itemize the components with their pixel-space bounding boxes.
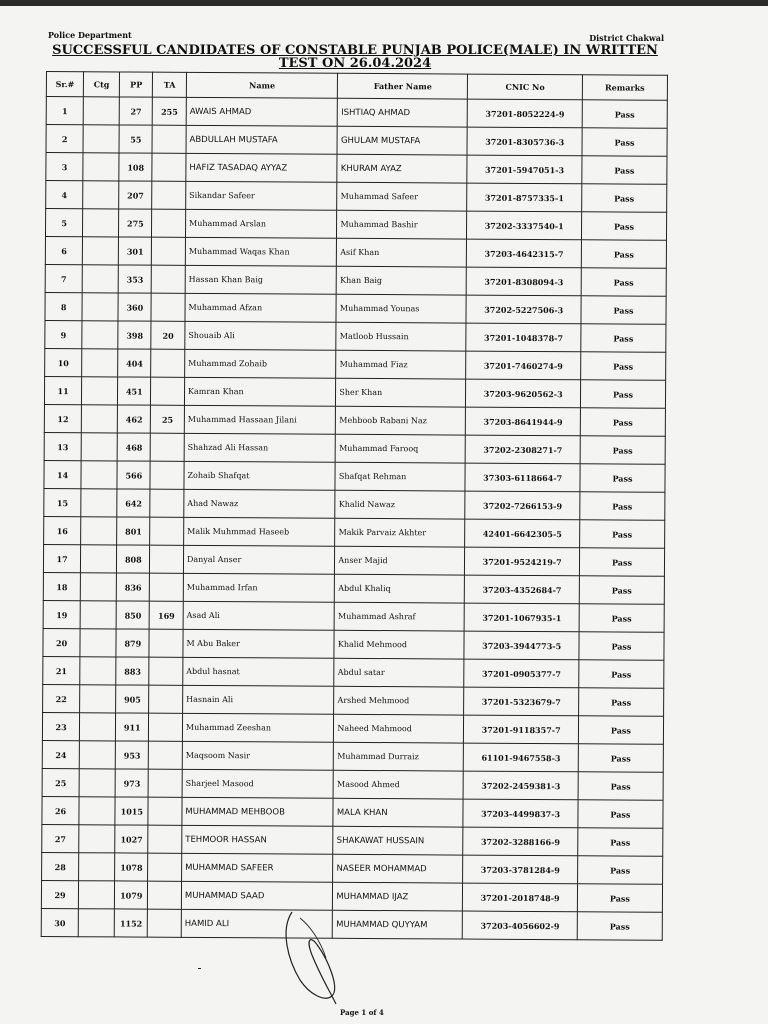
cell-name: Zohaib Shafqat — [184, 461, 336, 490]
cell-ta — [151, 349, 185, 377]
cell-ta — [152, 265, 186, 293]
cell-pp: 808 — [117, 545, 151, 573]
table-row — [43, 656, 664, 688]
cell-ta — [149, 713, 183, 741]
cell-cnic: 37203-9620562-3 — [466, 379, 581, 408]
cell-ta — [152, 153, 186, 181]
cell-remarks: Pass — [579, 604, 664, 633]
cell-remarks: Pass — [579, 632, 664, 661]
cell-name: Asad Ali — [183, 601, 335, 630]
cell-ta — [149, 769, 183, 797]
cell-pp: 883 — [116, 657, 150, 685]
cell-father-name: Khalid Mehmood — [334, 630, 464, 659]
table-row — [45, 320, 666, 352]
table-row — [45, 236, 666, 268]
table-row — [45, 264, 666, 296]
table-row — [42, 852, 663, 884]
cell-sr: 19 — [43, 600, 80, 628]
cell-remarks: Pass — [580, 464, 665, 493]
cell-name: Muhammad Zohaib — [185, 349, 337, 378]
table-row — [43, 600, 664, 632]
cell-name: MUHAMMAD MEHBOOB — [182, 797, 334, 826]
cell-remarks: Pass — [579, 688, 664, 717]
cell-remarks: Pass — [577, 856, 662, 885]
cell-cnic: 61101-9467558-3 — [464, 743, 579, 772]
cell-ta: 20 — [151, 321, 185, 349]
district-label: District Chakwal — [589, 33, 664, 43]
signature-mark — [270, 900, 380, 1010]
cell-pp: 911 — [116, 713, 150, 741]
cell-sr: 8 — [45, 292, 82, 320]
cell-father-name: Shafqat Rehman — [335, 462, 465, 491]
cell-pp: 27 — [119, 97, 153, 125]
cell-name: Muhammad Arslan — [185, 209, 337, 238]
cell-pp: 55 — [119, 125, 153, 153]
cell-ctg — [82, 265, 118, 293]
cell-remarks: Pass — [582, 184, 667, 213]
cell-ctg — [80, 713, 116, 741]
col-header-father-name: Father Name — [338, 73, 468, 99]
cell-ctg — [80, 629, 116, 657]
cell-ctg — [83, 97, 119, 125]
col-header-ta: TA — [153, 72, 187, 97]
cell-ta — [148, 853, 182, 881]
cell-remarks: Pass — [581, 212, 666, 241]
cell-pp: 451 — [118, 377, 152, 405]
cell-remarks: Pass — [581, 352, 666, 381]
cell-ctg — [80, 601, 116, 629]
cell-pp: 108 — [119, 153, 153, 181]
cell-remarks: Pass — [578, 744, 663, 773]
cell-sr: 27 — [42, 824, 79, 852]
cell-name: AWAIS AHMAD — [186, 97, 338, 126]
cell-sr: 30 — [41, 908, 78, 936]
cell-cnic: 37201-5947051-3 — [467, 155, 582, 184]
cell-ctg — [82, 377, 118, 405]
cell-sr: 25 — [42, 768, 79, 796]
cell-father-name: ISHTIAQ AHMAD — [338, 98, 468, 127]
cell-pp: 836 — [116, 573, 150, 601]
cell-cnic: 37202-3337540-1 — [467, 211, 582, 240]
table-row — [43, 684, 664, 716]
cell-remarks: Pass — [579, 660, 664, 689]
cell-ctg — [83, 237, 119, 265]
cell-sr: 29 — [41, 880, 78, 908]
cell-ta — [149, 741, 183, 769]
cell-ta — [151, 293, 185, 321]
cell-remarks: Pass — [580, 520, 665, 549]
table-row — [42, 740, 663, 772]
title-line-2: TEST ON 26.04.2024 — [278, 56, 432, 71]
table-row — [44, 432, 665, 464]
cell-cnic: 37203-4499837-3 — [463, 799, 578, 828]
cell-name: Hassan Khan Baig — [185, 265, 337, 294]
cell-ta — [149, 629, 183, 657]
cell-father-name: Muhammad Ashraf — [334, 602, 464, 631]
candidates-table — [41, 71, 668, 941]
cell-remarks: Pass — [581, 240, 666, 269]
cell-ctg — [81, 405, 117, 433]
cell-pp: 879 — [116, 629, 150, 657]
cell-name: M Abu Baker — [183, 629, 335, 658]
cell-remarks: Pass — [579, 548, 664, 577]
cell-pp: 642 — [117, 489, 151, 517]
table-row — [46, 181, 667, 213]
cell-sr: 2 — [46, 125, 83, 153]
cell-ta — [149, 657, 183, 685]
cell-remarks: Pass — [578, 800, 663, 829]
cell-father-name: Khalid Nawaz — [335, 490, 465, 519]
cell-name: Sharjeel Masood — [182, 769, 334, 798]
cell-cnic: 37202-2308271-7 — [466, 435, 581, 464]
cell-pp: 353 — [118, 265, 152, 293]
cell-cnic: 37201-8757335-1 — [467, 183, 582, 212]
cell-ta — [152, 125, 186, 153]
cell-cnic: 37201-5323679-7 — [464, 687, 579, 716]
cell-ctg — [81, 545, 117, 573]
cell-ta: 25 — [151, 405, 185, 433]
table-row — [44, 488, 665, 520]
cell-ctg — [81, 517, 117, 545]
cell-pp: 850 — [116, 601, 150, 629]
page-title — [40, 44, 670, 70]
cell-father-name: Abdul satar — [334, 658, 464, 687]
cell-father-name: Abdul Khaliq — [335, 574, 465, 603]
cell-father-name: Naheed Mahmood — [334, 714, 464, 743]
cell-cnic: 37203-4352684-7 — [465, 575, 580, 604]
cell-pp: 1079 — [115, 881, 149, 909]
cell-ta — [150, 517, 184, 545]
cell-ctg — [79, 825, 115, 853]
cell-ctg — [80, 657, 116, 685]
cell-remarks: Pass — [582, 128, 667, 157]
cell-pp: 801 — [117, 517, 151, 545]
cell-sr: 17 — [43, 544, 80, 572]
cell-ta — [152, 209, 186, 237]
cell-father-name: GHULAM MUSTAFA — [337, 126, 467, 155]
cell-cnic: 37203-4056602-9 — [463, 911, 578, 940]
cell-father-name: Muhammad Fiaz — [336, 350, 466, 379]
cell-ctg — [83, 181, 119, 209]
cell-pp: 398 — [118, 321, 152, 349]
table-row — [43, 628, 664, 660]
cell-cnic: 37203-3944773-5 — [464, 631, 579, 660]
cell-sr: 5 — [45, 209, 82, 237]
cell-cnic: 37202-3288166-9 — [463, 827, 578, 856]
cell-name: Shahzad Ali Hassan — [184, 433, 336, 462]
col-header-pp: PP — [119, 72, 153, 97]
cell-ta — [150, 489, 184, 517]
cell-father-name: Asif Khan — [337, 238, 467, 267]
cell-ctg — [80, 685, 116, 713]
cell-father-name: NASEER MOHAMMAD — [333, 854, 463, 883]
cell-ctg — [81, 461, 117, 489]
cell-remarks: Pass — [577, 912, 662, 941]
cell-pp: 905 — [116, 685, 150, 713]
cell-father-name: Muhammad Farooq — [336, 434, 466, 463]
cell-ctg — [80, 573, 116, 601]
cell-name: Muhammad Irfan — [183, 573, 335, 602]
cell-remarks: Pass — [581, 296, 666, 325]
table-header-row — [46, 72, 667, 101]
cell-remarks: Pass — [580, 436, 665, 465]
table-row — [46, 153, 667, 185]
cell-sr: 28 — [42, 852, 79, 880]
cell-cnic: 37201-1067935-1 — [465, 603, 580, 632]
cell-father-name: MALA KHAN — [333, 798, 463, 827]
cell-ctg — [83, 125, 119, 153]
cell-remarks: Pass — [577, 884, 662, 913]
cell-sr: 24 — [42, 740, 79, 768]
cell-sr: 16 — [44, 516, 81, 544]
cell-cnic: 37203-8641944-9 — [466, 407, 581, 436]
cell-ta — [148, 797, 182, 825]
cell-sr: 6 — [45, 236, 82, 264]
cell-ta: 169 — [150, 601, 184, 629]
cell-name: Shouaib Ali — [185, 321, 337, 350]
cell-pp: 360 — [118, 293, 152, 321]
cell-sr: 11 — [44, 376, 81, 404]
cell-remarks: Pass — [578, 716, 663, 745]
cell-cnic: 37201-8052224-9 — [468, 99, 583, 128]
cell-name: TEHMOOR HASSAN — [182, 825, 334, 854]
cell-father-name: Muhammad Safeer — [337, 182, 467, 211]
cell-sr: 22 — [43, 684, 80, 712]
cell-ta — [148, 825, 182, 853]
cell-remarks: Pass — [581, 324, 666, 353]
cell-ta — [151, 433, 185, 461]
table-row — [42, 712, 663, 744]
table-row — [42, 796, 663, 828]
table-row — [44, 516, 665, 548]
col-header-name: Name — [186, 72, 338, 98]
cell-pp: 1015 — [115, 797, 149, 825]
cell-ctg — [83, 153, 119, 181]
cell-ta: 255 — [153, 97, 187, 125]
cell-ta — [152, 237, 186, 265]
table-row — [44, 460, 665, 492]
cell-name: Maqsoom Nasir — [182, 741, 334, 770]
cell-pp: 566 — [117, 461, 151, 489]
cell-father-name: Masood Ahmed — [333, 770, 463, 799]
table-row — [43, 572, 664, 604]
cell-father-name: Muhammad Younas — [336, 294, 466, 323]
table-row — [42, 768, 663, 800]
cell-name: ABDULLAH MUSTAFA — [186, 125, 338, 154]
stray-mark — [198, 968, 201, 969]
cell-cnic: 37201-7460274-9 — [466, 351, 581, 380]
cell-ta — [149, 685, 183, 713]
cell-pp: 1027 — [115, 825, 149, 853]
cell-sr: 23 — [42, 712, 79, 740]
cell-name: Muhammad Waqas Khan — [185, 237, 337, 266]
cell-sr: 13 — [44, 432, 81, 460]
cell-ctg — [79, 881, 115, 909]
cell-cnic: 42401-6642305-5 — [465, 519, 580, 548]
cell-name: Ahad Nawaz — [184, 489, 336, 518]
cell-remarks: Pass — [578, 772, 663, 801]
cell-cnic: 37202-7266153-9 — [465, 491, 580, 520]
cell-cnic: 37201-0905377-7 — [464, 659, 579, 688]
cell-ta — [150, 545, 184, 573]
cell-pp: 953 — [115, 741, 149, 769]
cell-cnic: 37201-2018748-9 — [463, 883, 578, 912]
cell-name: HAFIZ TASADAQ AYYAZ — [186, 153, 338, 182]
cell-ta — [151, 377, 185, 405]
cell-sr: 26 — [42, 796, 79, 824]
cell-remarks: Pass — [580, 380, 665, 409]
cell-cnic: 37202-2459381-3 — [463, 771, 578, 800]
cell-cnic: 37202-5227506-3 — [466, 295, 581, 324]
table-row — [43, 544, 664, 576]
cell-remarks: Pass — [581, 268, 666, 297]
cell-ta — [150, 461, 184, 489]
cell-pp: 301 — [118, 237, 152, 265]
cell-sr: 7 — [45, 264, 82, 292]
cell-ctg — [82, 293, 118, 321]
cell-father-name: Sher Khan — [336, 378, 466, 407]
cell-father-name: Anser Majid — [335, 546, 465, 575]
cell-name: Muhammad Afzan — [185, 293, 337, 322]
cell-ta — [148, 881, 182, 909]
cell-name: Hasnain Ali — [183, 685, 335, 714]
cell-remarks: Pass — [582, 100, 667, 129]
cell-name: MUHAMMAD SAAD — [181, 881, 333, 910]
cell-father-name: Makik Parvaiz Akhter — [335, 518, 465, 547]
department-label: Police Department — [48, 30, 132, 40]
scan-edge — [0, 0, 768, 6]
title-line-1: SUCCESSFUL CANDIDATES OF CONSTABLE PUNJAB POLICE(MALE) IN WRITTEN — [52, 43, 658, 58]
cell-remarks: Pass — [580, 492, 665, 521]
table-row — [46, 125, 667, 157]
table-row — [45, 209, 666, 241]
cell-remarks: Pass — [578, 828, 663, 857]
table-row — [44, 376, 665, 408]
cell-sr: 10 — [45, 348, 82, 376]
cell-name: Malik Muhmmad Haseeb — [184, 517, 336, 546]
cell-sr: 18 — [43, 572, 80, 600]
cell-cnic: 37201-8308094-3 — [467, 267, 582, 296]
cell-sr: 12 — [44, 404, 81, 432]
cell-pp: 404 — [118, 349, 152, 377]
col-header-cnic: CNIC No — [468, 74, 583, 100]
cell-name: Muhammad Zeeshan — [182, 713, 334, 742]
cell-name: Abdul hasnat — [183, 657, 335, 686]
cell-father-name: KHURAM AYAZ — [337, 154, 467, 183]
cell-name: MUHAMMAD SAFEER — [182, 853, 334, 882]
cell-ctg — [81, 433, 117, 461]
cell-sr: 1 — [46, 97, 83, 125]
cell-ctg — [79, 853, 115, 881]
table-row — [42, 824, 663, 856]
cell-remarks: Pass — [579, 576, 664, 605]
cell-remarks: Pass — [580, 408, 665, 437]
table-row — [44, 404, 665, 436]
cell-father-name: Khan Baig — [337, 266, 467, 295]
cell-ctg — [79, 741, 115, 769]
table-row — [46, 97, 667, 129]
cell-sr: 21 — [43, 656, 80, 684]
table-row — [45, 292, 666, 324]
cell-pp: 973 — [115, 769, 149, 797]
cell-father-name: SHAKAWAT HUSSAIN — [333, 826, 463, 855]
cell-father-name: MUHAMMAD IJAZ — [333, 882, 463, 911]
table-row — [45, 348, 666, 380]
cell-pp: 207 — [119, 181, 153, 209]
cell-cnic: 37201-9118357-7 — [464, 715, 579, 744]
cell-name: HAMID ALI — [181, 909, 333, 938]
cell-pp: 275 — [119, 209, 153, 237]
cell-sr: 9 — [45, 320, 82, 348]
cell-sr: 3 — [46, 153, 83, 181]
col-header-ctg: Ctg — [84, 72, 120, 97]
cell-name: Kamran Khan — [184, 377, 336, 406]
cell-remarks: Pass — [582, 156, 667, 185]
col-header-remarks: Remarks — [582, 75, 667, 101]
cell-father-name: Muhammad Durraiz — [334, 742, 464, 771]
cell-name: Sikandar Safeer — [186, 181, 338, 210]
cell-ta — [148, 909, 182, 937]
cell-ta — [150, 573, 184, 601]
page-number: Page 1 of 4 — [340, 1008, 384, 1017]
cell-ctg — [79, 797, 115, 825]
cell-father-name: Arshed Mehmood — [334, 686, 464, 715]
cell-pp: 468 — [117, 433, 151, 461]
cell-ta — [152, 181, 186, 209]
cell-cnic: 37203-3781284-9 — [463, 855, 578, 884]
cell-ctg — [82, 321, 118, 349]
cell-father-name: Muhammad Bashir — [337, 210, 467, 239]
cell-sr: 15 — [44, 488, 81, 516]
col-header-sr: Sr.# — [46, 72, 83, 97]
cell-ctg — [79, 769, 115, 797]
cell-sr: 4 — [46, 181, 83, 209]
cell-cnic: 37303-6118664-7 — [465, 463, 580, 492]
cell-cnic: 37201-9524219-7 — [465, 547, 580, 576]
cell-name: Muhammad Hassaan Jilani — [184, 405, 336, 434]
cell-cnic: 37203-4642315-7 — [467, 239, 582, 268]
cell-ctg — [78, 909, 114, 937]
cell-pp: 462 — [117, 405, 151, 433]
cell-father-name: Mehboob Rabani Naz — [336, 406, 466, 435]
cell-ctg — [82, 349, 118, 377]
cell-ctg — [81, 489, 117, 517]
cell-ctg — [83, 209, 119, 237]
cell-pp: 1152 — [114, 909, 148, 937]
cell-pp: 1078 — [115, 853, 149, 881]
cell-cnic: 37201-8305736-3 — [467, 127, 582, 156]
cell-father-name: Matloob Hussain — [336, 322, 466, 351]
cell-cnic: 37201-1048378-7 — [466, 323, 581, 352]
cell-father-name: MUHAMMAD QUYYAM — [333, 910, 463, 939]
cell-name: Danyal Anser — [183, 545, 335, 574]
cell-sr: 20 — [43, 628, 80, 656]
cell-sr: 14 — [44, 460, 81, 488]
